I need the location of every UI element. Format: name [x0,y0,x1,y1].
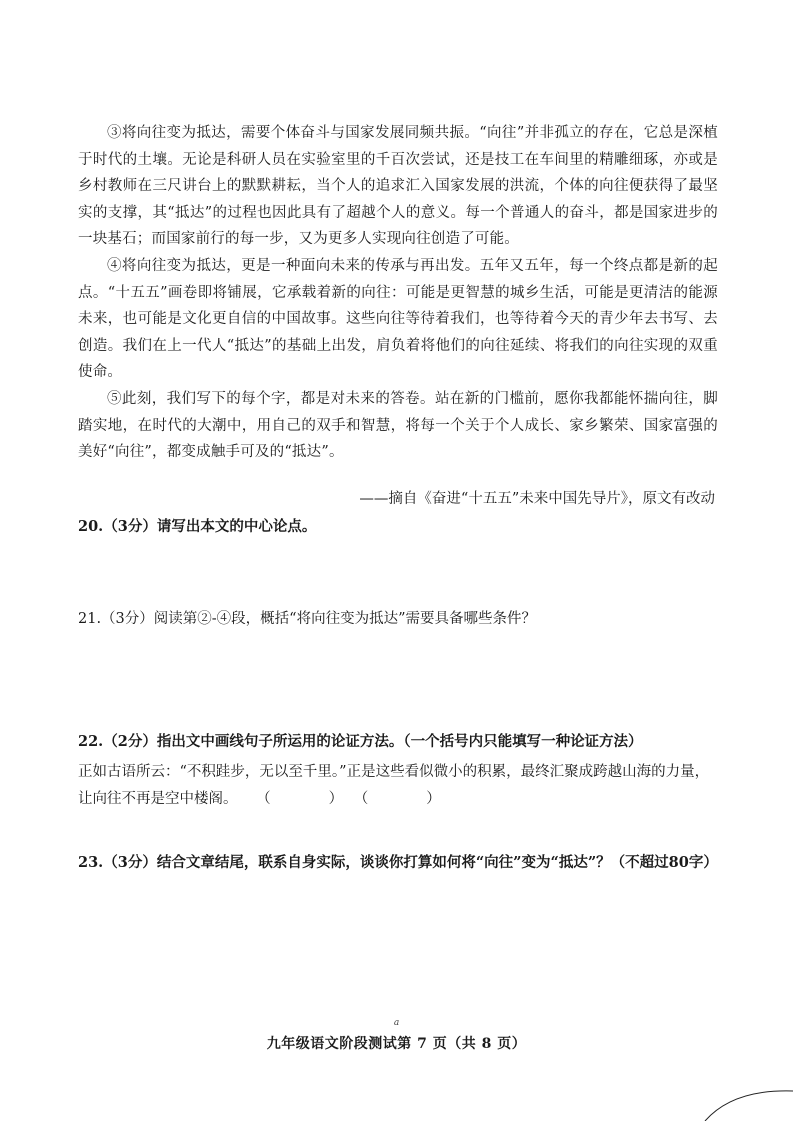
page-mark: a [393,1018,400,1028]
passage-source: ——摘自《奋进“十五五”未来中国先导片》，原文有改动 [359,491,715,507]
paragraph-4: ④将向往变为抵达，更是一种面向未来的传承与再出发。五年又五年，每一个终点都是新的起点。“十五五”画卷即将铺展，它承载着新的向往：可能是更智慧的城乡生活，可能是更清洁的能源未来，也可能是文化更自信的中国故事。这些向往等待着我们，也等待着今天的青少年去书写、去创造。我们在上一代人“抵达”的基础上出发，肩负着将他们的向往延续、将我们的向往实现的双重使命。 [78,257,718,381]
question-23: 23.（3分）结合文章结尾，联系自身实际，谈谈你打算如何将“向往”变为“抵达”？（不超过80字） [78,854,718,871]
question-22-sentence-line-1: 正如古语所云：“不积跬步，无以至千里。”正是这些看似微小的积累，最终汇聚成跨越山海的力量， [78,764,710,780]
question-21: 21.（3分）阅读第②-④段，概括“将向往变为抵达”需要具备哪些条件？ [78,611,537,627]
page-footer: 九年级语文阶段测试第 7 页（共 8 页） [266,1036,527,1052]
answer-blank-2[interactable]: （ ） [353,791,441,807]
paragraph-5: ⑤此刻，我们写下的每个字，都是对未来的答卷。站在新的门槛前，愿你我都能怀揣向往，脚踏实地，在时代的大潮中，用自己的双手和智慧，将每一个关于个人成长、家乡繁荣、国家富强的美好“向往”，都变成触手可及的“抵达”。 [78,390,718,461]
question-22: 22.（2分）指出文中画线句子所运用的论证方法。（一个括号内只能填写一种论证方法） [78,733,643,750]
reading-passage [78,120,718,466]
answer-blank-1[interactable]: （ ） [256,791,344,807]
question-20: 20.（3分）请写出本文的中心论点。 [78,518,317,535]
scan-edge-arc [703,1081,793,1121]
question-22-sentence-end: 让向往不再是空中楼阁。 [78,791,238,807]
question-22-sentence-line-2 [78,786,718,812]
paragraph-3: ③将向往变为抵达，需要个体奋斗与国家发展同频共振。“向往”并非孤立的存在，它总是深植于时代的土壤。无论是科研人员在实验室里的千百次尝试，还是技工在车间里的精雕细琢，亦或是乡村教师在三尺讲台上的默默耕耘，当个人的追求汇入国家发展的洪流，个体的向往便获得了最坚实的支撑，其“抵达”的过程也因此具有了超越个人的意义。每一个普通人的奋斗，都是国家进步的一块基石；而国家前行的每一步，又为更多人实现向往创造了可能。 [78,125,718,248]
